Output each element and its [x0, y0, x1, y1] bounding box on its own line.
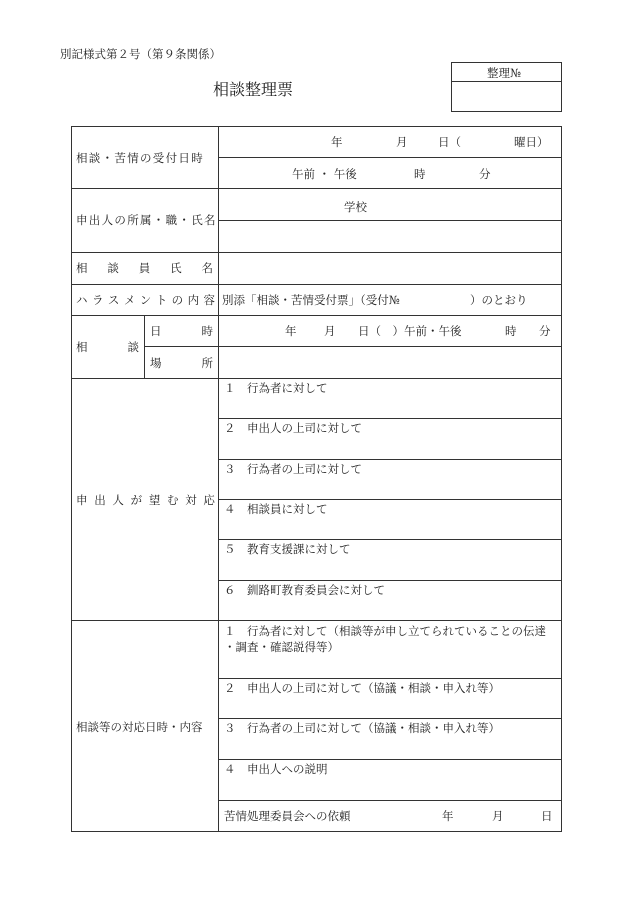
reception-date-field[interactable] [219, 127, 560, 157]
committee-request-label: 苦情処理委員会への依頼 [224, 809, 351, 823]
consultation-datetime-field[interactable] [219, 316, 560, 346]
response-item-continuation: ・調査・確認説得等） [224, 640, 339, 654]
sub-row-divider [218, 580, 561, 581]
date-weekday-label: 曜日） [514, 135, 549, 149]
sub-row-divider [218, 800, 561, 801]
desired-item-field[interactable] [219, 517, 560, 539]
consultation-place-label: 場 所 [150, 356, 213, 370]
committee-day-label: 日 [541, 809, 553, 823]
consultation-day-ampm-label: 日（ ）午前・午後 [358, 324, 462, 338]
consultation-year-label: 年 [285, 324, 297, 338]
desired-item: １ 行為者に対して [224, 381, 328, 395]
harassment-reference-number-field[interactable] [420, 287, 468, 313]
response-item: ２ 申出人の上司に対して（協議・相談・申入れ等） [224, 681, 500, 695]
harassment-reference-text: 別添「相談・苦情受付票」（受付№ [222, 293, 400, 307]
response-item: ３ 行為者の上司に対して（協議・相談・申入れ等） [224, 721, 500, 735]
response-item: １ 行為者に対して（相談等が申し立てられていることの伝達 [224, 624, 546, 638]
consultation-minute-label: 分 [539, 324, 551, 338]
time-minute-label: 分 [479, 167, 491, 181]
consultation-month-label: 月 [324, 324, 336, 338]
desired-response-label: 申 出 人 が 望 む 対 応 [76, 493, 215, 507]
response-item-field[interactable] [219, 696, 560, 718]
applicant-school-field[interactable] [219, 189, 560, 220]
desired-item-field[interactable] [219, 396, 560, 418]
reception-datetime-label: 相談・苦情の受付日時 [76, 151, 204, 165]
row-divider [71, 284, 561, 285]
response-item-field[interactable] [219, 737, 560, 759]
time-hour-label: 時 [414, 167, 426, 181]
response-item-field[interactable] [219, 656, 560, 678]
form-number-label: 別記様式第２号（第９条関係） [60, 47, 221, 61]
committee-month-label: 月 [492, 809, 504, 823]
committee-date-field[interactable] [380, 802, 560, 829]
row-divider [71, 620, 561, 621]
row-divider [71, 378, 561, 379]
response-item-field[interactable] [219, 777, 560, 799]
page-title: 相談整理票 [213, 80, 294, 99]
desired-item-field[interactable] [219, 598, 560, 620]
desired-item: ６ 釧路町教育委員会に対して [224, 583, 385, 597]
counselor-name-label: 相 談 員 氏 名 [76, 261, 213, 275]
reference-number-label: 整理№ [487, 66, 521, 80]
date-year-label: 年 [331, 135, 343, 149]
sub-row-divider [218, 418, 561, 419]
consultation-datetime-label: 日 時 [150, 324, 213, 338]
response-item: ４ 申出人への説明 [224, 762, 328, 776]
response-datetime-content-label: 相談等の対応日時・内容 [76, 720, 203, 734]
sub-row-divider [218, 539, 561, 540]
school-label: 学校 [344, 200, 367, 214]
reference-number-field[interactable] [452, 82, 560, 110]
harassment-reference-suffix: ）のとおり [470, 293, 528, 307]
desired-item: ４ 相談員に対して [224, 502, 328, 516]
consultation-hour-label: 時 [505, 324, 517, 338]
desired-item: ３ 行為者の上司に対して [224, 462, 362, 476]
applicant-name-field[interactable] [219, 221, 560, 252]
harassment-content-label: ハ ラ ス メ ン ト の 内 容 [76, 293, 215, 307]
date-day-label: 日（ [438, 135, 461, 149]
desired-item: ２ 申出人の上司に対して [224, 421, 362, 435]
counselor-name-field[interactable] [219, 253, 560, 284]
time-ampm-label: 午前 ・ 午後 [292, 167, 357, 181]
committee-year-label: 年 [442, 809, 454, 823]
sub-row-divider [218, 499, 561, 500]
sub-row-divider [218, 718, 561, 719]
desired-item-field[interactable] [219, 477, 560, 499]
desired-item: ５ 教育支援課に対して [224, 542, 351, 556]
sub-row-divider [218, 459, 561, 460]
desired-item-field[interactable] [219, 436, 560, 458]
date-month-label: 月 [396, 135, 408, 149]
sub-row-divider [218, 759, 561, 760]
consultation-label: 相 談 [76, 340, 139, 354]
consultation-place-field[interactable] [219, 347, 560, 378]
sub-row-divider [218, 678, 561, 679]
applicant-label: 申出人の所属・職・氏名 [76, 213, 217, 227]
desired-item-field[interactable] [219, 557, 560, 579]
reception-time-field[interactable] [219, 158, 560, 188]
